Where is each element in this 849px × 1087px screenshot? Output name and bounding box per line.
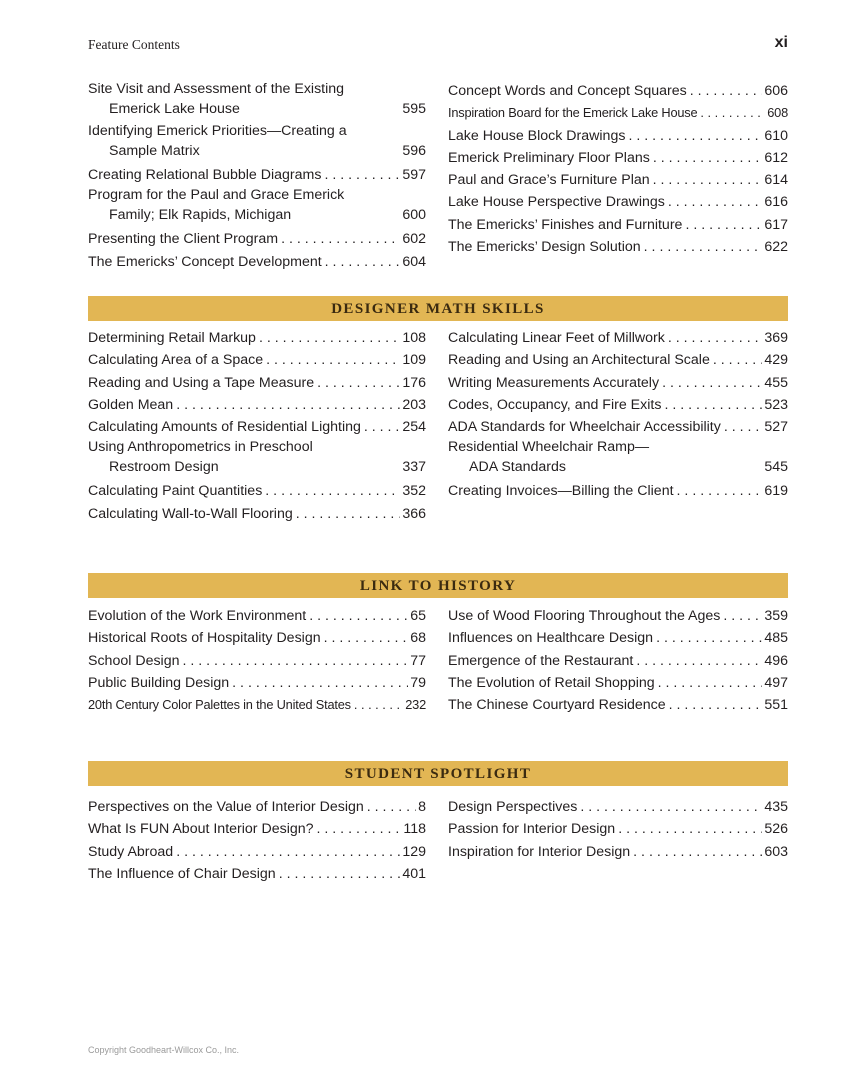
- toc-entry: [88, 186, 426, 225]
- toc-entry-page: 68: [410, 630, 426, 647]
- toc-entry-page: 369: [764, 330, 788, 346]
- toc-entry-page: 612: [764, 149, 788, 166]
- top-right-column: [448, 80, 788, 273]
- toc-entry-page: 606: [764, 83, 788, 99]
- dot-leader: [183, 650, 409, 672]
- dot-leader: [668, 327, 762, 349]
- toc-entry: [88, 228, 426, 250]
- toc-entry-title: Concept Words and Concept Squares: [448, 83, 687, 99]
- toc-entry: [88, 841, 426, 863]
- toc-entry-page: 254: [402, 419, 426, 436]
- toc-entry-page: 526: [764, 821, 788, 838]
- toc-entry-page: 619: [764, 483, 788, 500]
- toc-entry-page: 232: [405, 697, 426, 713]
- toc-entry-title: Design Perspectives: [448, 799, 578, 815]
- toc-entry-title-line2: Emerick Lake House: [109, 100, 240, 117]
- dot-leader: [653, 147, 763, 169]
- toc-entry: [88, 694, 426, 716]
- toc-entry-title: Inspiration for Interior Design: [448, 843, 631, 860]
- toc-entry-title: Paul and Grace’s Furniture Plan: [448, 172, 650, 189]
- toc-entry-line2: [88, 142, 426, 162]
- toc-entry-page: 359: [764, 608, 788, 624]
- toc-entry-title: Calculating Linear Feet of Millwork: [448, 330, 665, 346]
- toc-entry-title: Creating Invoices—Billing the Client: [448, 483, 674, 500]
- toc-entry-page: 603: [764, 843, 788, 860]
- toc-entry: [88, 251, 426, 273]
- toc-entry-page: 77: [410, 652, 426, 669]
- toc-entry-page: 8: [418, 799, 426, 815]
- toc-entry: [88, 349, 426, 371]
- dot-leader: [232, 672, 408, 694]
- toc-entry-title: Writing Measurements Accurately: [448, 374, 660, 391]
- toc-entry-page: 523: [764, 396, 788, 413]
- toc-entry: [88, 372, 426, 394]
- dot-leader: [354, 694, 403, 716]
- dot-leader: [664, 394, 762, 416]
- top-left-column: [88, 80, 426, 273]
- toc-entry: [448, 147, 788, 169]
- top-entries: [88, 80, 788, 273]
- toc-entry-page: 108: [402, 330, 426, 346]
- section-heading-student-spotlight: STUDENT SPOTLIGHT: [88, 761, 788, 786]
- toc-entry-title-line1: Program for the Paul and Grace Emerick: [88, 187, 345, 204]
- toc-entry: [88, 818, 426, 840]
- toc-entry-title: 20th Century Color Palettes in the United States: [88, 697, 351, 713]
- toc-entry-title: ADA Standards for Wheelchair Accessibility: [448, 419, 721, 436]
- dot-leader: [324, 164, 400, 186]
- toc-entry: [448, 480, 788, 502]
- toc-entry-title-line1: Site Visit and Assessment of the Existing: [88, 81, 345, 97]
- toc-entry-title: The Evolution of Retail Shopping: [448, 674, 655, 691]
- toc-entry-page: 352: [402, 483, 426, 500]
- toc-entry: [88, 438, 426, 477]
- toc-entry-title: Determining Retail Markup: [88, 330, 256, 346]
- dot-leader: [325, 251, 401, 273]
- toc-entry-title: The Influence of Chair Design: [88, 865, 276, 882]
- dot-leader: [176, 841, 400, 863]
- toc-entry: [448, 416, 788, 438]
- toc-entry-title: Presenting the Client Program: [88, 231, 279, 248]
- toc-entry: [448, 327, 788, 349]
- toc-entry-title: Reading and Using a Tape Measure: [88, 374, 315, 391]
- dot-leader: [724, 416, 762, 438]
- toc-entry-title: Emerick Preliminary Floor Plans: [448, 149, 650, 166]
- dot-leader: [266, 349, 400, 371]
- dot-leader: [633, 841, 762, 863]
- toc-entry-title: The Chinese Courtyard Residence: [448, 697, 666, 714]
- toc-entry-page: 595: [402, 100, 426, 117]
- toc-entry-page: 614: [764, 172, 788, 189]
- toc-entry: [448, 372, 788, 394]
- toc-entry-title: The Emericks’ Design Solution: [448, 239, 641, 256]
- toc-entry-title: Inspiration Board for the Emerick Lake House: [448, 105, 698, 121]
- dot-leader: [658, 672, 763, 694]
- toc-entry-title-line1: Using Anthropometrics in Preschool: [88, 439, 313, 456]
- toc-entry: [448, 125, 788, 147]
- dot-leader: [713, 349, 762, 371]
- toc-entry: [88, 80, 426, 119]
- toc-entry: [88, 327, 426, 349]
- toc-entry-page: 622: [764, 239, 788, 256]
- dot-leader: [580, 796, 762, 818]
- toc-entry: [448, 672, 788, 694]
- math-right-column: [448, 327, 788, 525]
- spotlight-left-column: [88, 796, 426, 885]
- toc-entry-title-line1: Residential Wheelchair Ramp—: [448, 439, 650, 456]
- dot-leader: [628, 125, 762, 147]
- toc-entry: [88, 122, 426, 161]
- toc-entry: [448, 394, 788, 416]
- toc-entry-line2: [448, 458, 788, 478]
- toc-entry-page: 527: [764, 419, 788, 436]
- dot-leader: [176, 394, 400, 416]
- dot-leader: [296, 503, 401, 525]
- toc-entry-title: School Design: [88, 652, 180, 669]
- toc-entry: [448, 169, 788, 191]
- toc-entry-page: 455: [764, 374, 788, 391]
- toc-entry-page: 497: [764, 674, 788, 691]
- dot-leader: [669, 694, 763, 716]
- dot-leader: [723, 605, 762, 627]
- toc-entry-title-line1: Identifying Emerick Priorities—Creating a: [88, 123, 347, 139]
- dot-leader: [259, 327, 400, 349]
- toc-entry-title: Public Building Design: [88, 674, 230, 691]
- toc-entry-page: 65: [410, 608, 426, 624]
- toc-entry-title: The Emericks’ Finishes and Furniture: [448, 216, 683, 233]
- toc-entry-line2: [88, 458, 426, 478]
- toc-entry-page: 109: [402, 352, 426, 369]
- copyright-footer: Copyright Goodheart-Willcox Co., Inc.: [88, 1045, 240, 1055]
- math-left-column: [88, 327, 426, 525]
- history-left-column: [88, 605, 426, 716]
- toc-entry-title: What Is FUN About Interior Design?: [88, 821, 314, 838]
- toc-entry-page: 435: [764, 799, 788, 815]
- toc-entry-page: 551: [764, 697, 788, 714]
- designer-math-skills-entries: [88, 327, 788, 525]
- spotlight-right-column: [448, 796, 788, 885]
- dot-leader: [690, 80, 763, 102]
- toc-entry-page: 597: [402, 167, 426, 183]
- dot-leader: [367, 796, 416, 818]
- toc-entry: [448, 191, 788, 213]
- toc-entry: [88, 796, 426, 818]
- toc-entry-title: Calculating Wall-to-Wall Flooring: [88, 505, 293, 522]
- toc-entry-page: 366: [402, 505, 426, 522]
- toc-entry-page: 545: [764, 458, 788, 475]
- toc-entry-page: 401: [402, 865, 426, 882]
- toc-entry-page: 616: [764, 194, 788, 211]
- toc-entry-page: 617: [764, 216, 788, 233]
- toc-entry: [448, 80, 788, 102]
- toc-entry: [448, 438, 788, 477]
- dot-leader: [644, 236, 763, 258]
- toc-entry: [448, 214, 788, 236]
- toc-entry-page: 118: [403, 821, 426, 838]
- toc-entry: [448, 605, 788, 627]
- toc-entry-title: Evolution of the Work Environment: [88, 608, 307, 624]
- toc-entry: [88, 416, 426, 438]
- toc-entry-title: Study Abroad: [88, 843, 174, 860]
- toc-entry-title: Perspectives on the Value of Interior Design: [88, 799, 364, 815]
- toc-entry-page: 429: [764, 352, 788, 369]
- toc-entry-page: 604: [402, 253, 426, 270]
- dot-leader: [309, 605, 408, 627]
- toc-entry: [88, 672, 426, 694]
- dot-leader: [364, 416, 400, 438]
- toc-entry-title: Lake House Perspective Drawings: [448, 194, 665, 211]
- toc-entry: [448, 818, 788, 840]
- toc-entry-title: Passion for Interior Design: [448, 821, 616, 838]
- toc-entry-title-line2: Family; Elk Rapids, Michigan: [109, 206, 292, 223]
- dot-leader: [677, 480, 763, 502]
- dot-leader: [317, 372, 400, 394]
- toc-entry: [448, 102, 788, 124]
- toc-entry-page: 337: [402, 458, 426, 475]
- toc-entry-title: The Emericks’ Concept Development: [88, 253, 322, 270]
- toc-entry: [88, 605, 426, 627]
- dot-leader: [656, 627, 762, 649]
- toc-entry-title: Emergence of the Restaurant: [448, 652, 634, 669]
- toc-entry: [448, 841, 788, 863]
- toc-entry-title-line2: ADA Standards: [469, 458, 567, 475]
- toc-entry-title: Creating Relational Bubble Diagrams: [88, 167, 322, 183]
- dot-leader: [662, 372, 762, 394]
- toc-entry-title-line2: Sample Matrix: [109, 142, 200, 159]
- section-heading-designer-math-skills: DESIGNER MATH SKILLS: [88, 296, 788, 321]
- toc-entry-page: 485: [764, 630, 788, 647]
- toc-entry-page: 129: [402, 843, 426, 860]
- section-heading-link-to-history: LINK TO HISTORY: [88, 573, 788, 598]
- toc-entry: [448, 796, 788, 818]
- toc-entry-title: Calculating Amounts of Residential Lighting: [88, 419, 361, 436]
- toc-entry-page: 496: [764, 652, 788, 669]
- toc-entry: [88, 863, 426, 885]
- toc-entry-page: 176: [402, 374, 426, 391]
- toc-entry-title: Calculating Paint Quantities: [88, 483, 263, 500]
- link-to-history-entries: [88, 605, 788, 716]
- toc-entry-title: Historical Roots of Hospitality Design: [88, 630, 321, 647]
- toc-entry: [448, 650, 788, 672]
- dot-leader: [281, 228, 400, 250]
- toc-entry-page: 203: [402, 396, 426, 413]
- dot-leader: [279, 863, 401, 885]
- toc-entry-title-line2: Restroom Design: [109, 458, 219, 475]
- toc-entry-line2: [88, 100, 426, 120]
- dot-leader: [265, 480, 400, 502]
- toc-entry: [88, 164, 426, 186]
- dot-leader: [700, 102, 765, 124]
- dot-leader: [324, 627, 409, 649]
- toc-entry-title: Influences on Healthcare Design: [448, 630, 654, 647]
- toc-entry-page: 596: [402, 142, 426, 159]
- toc-entry-line2: [88, 206, 426, 226]
- toc-entry: [448, 236, 788, 258]
- toc-entry: [448, 349, 788, 371]
- student-spotlight-entries: [88, 796, 788, 885]
- toc-entry: [88, 480, 426, 502]
- dot-leader: [685, 214, 762, 236]
- toc-entry-title: Lake House Block Drawings: [448, 127, 626, 144]
- toc-entry-title: Golden Mean: [88, 396, 174, 413]
- toc-entry-page: 608: [767, 105, 788, 121]
- toc-entry-page: 602: [402, 231, 426, 248]
- dot-leader: [636, 650, 762, 672]
- dot-leader: [618, 818, 762, 840]
- toc-entry-page: 610: [764, 127, 788, 144]
- toc-entry: [448, 694, 788, 716]
- toc-entry-title: Calculating Area of a Space: [88, 352, 264, 369]
- toc-entry-page: 79: [410, 674, 426, 691]
- toc-entry: [88, 627, 426, 649]
- toc-entry: [88, 503, 426, 525]
- page-number: xi: [774, 34, 788, 51]
- toc-entry-title: Use of Wood Flooring Throughout the Ages: [448, 608, 721, 624]
- dot-leader: [668, 191, 762, 213]
- toc-entry: [448, 627, 788, 649]
- running-head: Feature Contents: [88, 37, 180, 52]
- toc-entry-title: Codes, Occupancy, and Fire Exits: [448, 396, 662, 413]
- history-right-column: [448, 605, 788, 716]
- toc-entry-page: 600: [402, 206, 426, 223]
- toc-entry: [88, 650, 426, 672]
- toc-entry: [88, 394, 426, 416]
- dot-leader: [653, 169, 763, 191]
- dot-leader: [317, 818, 402, 840]
- toc-entry-title: Reading and Using an Architectural Scale: [448, 352, 710, 369]
